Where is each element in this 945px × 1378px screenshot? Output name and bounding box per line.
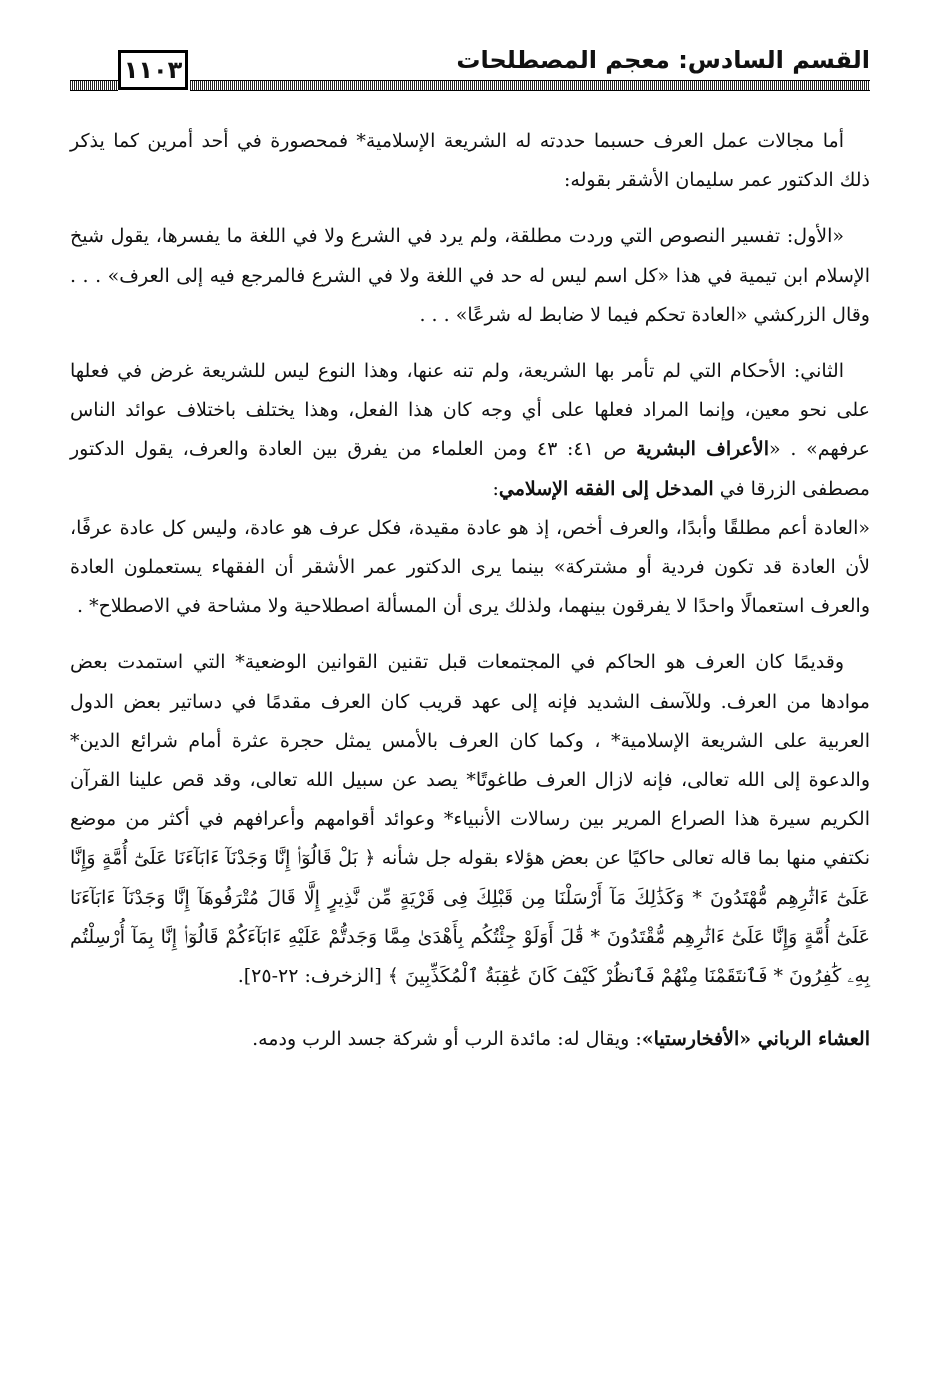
- paragraph-1: [70, 122, 870, 200]
- source-title: الأعراف البشرية: [636, 438, 770, 461]
- quran-reference: [الزخرف: ٢٢-٢٥].: [237, 965, 382, 988]
- entry-term: العشاء الرباني «الأفخارستيا»: [641, 1028, 870, 1051]
- header-rule: [190, 80, 870, 91]
- paragraph-3: الثاني: الأحكام التي لم تأمر بها الشريعة، ولم تنه عنها، وهذا النوع ليس للشريعة غرض في فعلها على نحو معين، وإنما المراد فعلها على أي وجه كان هذا الفعل، وهذا يختلف باختلاف عوائد الناس عرفهم» . «الأعراف البشرية ص ٤١: ٤٣ ومن العلماء من يفرق بين العادة والعرف، يقول الدكتور مصطفى الزرقا في المدخل إلى الفقه الإسلامي:: [70, 360, 871, 500]
- book-title: المدخل إلى الفقه الإسلامي: [498, 477, 714, 500]
- paragraph-4: [70, 509, 870, 627]
- paragraph-5: [70, 643, 870, 996]
- header-rule-left: [70, 80, 118, 91]
- source-pages: ص ٤١: ٤٣: [536, 438, 627, 461]
- paragraph-3-text: الثاني: الأحكام التي لم تأمر بها الشريعة، ولم تنه عنها، وهذا النوع ليس للشريعة غرض في فعلها على نحو معين، وإنما المراد فعلها على أي وجه كان هذا الفعل، وهذا يختلف باختلاف عوائد الناس عرفهم» .: [70, 360, 871, 461]
- colon: :: [492, 477, 499, 500]
- page-header: [70, 40, 870, 90]
- paragraph-1-text: أما مجالات عمل العرف حسبما حددته له الشريعة الإسلامية* فمحصورة في أحد أمرين كما يذكر ذلك الدكتور عمر سليمان الأشقر بقوله:: [70, 130, 870, 192]
- quran-verse: ﴿ بَلْ قَالُوٓا۟ إِنَّا وَجَدْنَآ ءَابَآءَنَا عَلَىٰٓ أُمَّةٍ وَإِنَّا عَلَىٰٓ ءَاثَٰرِهِم مُّهْتَدُونَ * وَكَذَٰلِكَ مَآ أَرْسَلْنَا مِن قَبْلِكَ فِى قَرْيَةٍ مِّن نَّذِيرٍ إِلَّا قَالَ مُتْرَفُوهَآ إِنَّا وَجَدْنَآ ءَابَآءَنَا عَلَىٰٓ أُمَّةٍ وَإِنَّا عَلَىٰٓ ءَاثَٰرِهِم مُّقْتَدُونَ * قَٰلَ أَوَلَوْ جِئْتُكُم بِأَهْدَىٰ مِمَّا وَجَدتُّمْ عَلَيْهِ ءَابَآءَكُمْ قَالُوٓا۟ إِنَّا بِمَآ أُرْسِلْتُم بِهِۦ كَٰفِرُونَ * فَٱنتَقَمْنَا مِنْهُمْ فَٱنظُرْ كَيْفَ كَانَ عَٰقِبَةُ ٱلْمُكَذِّبِينَ ﴾: [70, 847, 870, 988]
- paragraph-2-text: «الأول: تفسير النصوص التي وردت مطلقة، ولم يرد في الشرع ولا في اللغة ما يفسرها، يقول شيخ الإسلام ابن تيمية في هذا «كل اسم ليس له حد في اللغة ولا في الشرع فالمرجع فيه إلى العرف» . . . وقال الزركشي «العادة تحكم فيما لا ضابط له شرعًا» . . .: [70, 225, 870, 326]
- paragraph-4-text: «العادة أعم مطلقًا وأبدًا، والعرف أخص، إذ هو عادة مقيدة، فكل عرف هو عادة، وليس كل عادة عرفًا، لأن العادة قد تكون فردية أو مشتركة» بينما يرى الدكتور عمر الأشقر أن الفقهاء يستعملون العادة والعرف استعمالًا واحدًا لا يفرقون بينهما، ولذلك يرى أن المسألة اصطلاحية ولا مشاحة في الاصطلاح* .: [70, 516, 870, 618]
- citation-continuation: ومن العلماء من يفرق بين العادة والعرف، يقول الدكتور مصطفى الزرقا في: [70, 438, 870, 500]
- glossary-entry: [70, 1020, 870, 1059]
- paragraph-2: [70, 217, 870, 335]
- paragraph-5-text: وقديمًا كان العرف هو الحاكم في المجتمعات قبل تقنين القوانين الوضعية* التي استمدت بعض موادها من العرف. وللآسف الشديد فإنه إلى عهد قريب كان العرف مقدمًا في دساتير بعض الدول العربية على الشريعة الإسلامية* ، وكما كان العرف بالأمس يمثل حجرة عثرة أمام شرائع الدين* والدعوة إلى الله تعالى، فإنه لازال العرف طاغوتًا* يصد عن سبيل الله تعالى، وقد قص علينا القرآن الكريم سيرة هذا الصراع المرير بين رسالات الأنبياء* وعوائد أقوامهم وأعرافهم في أكثر من موضع نكتفي منها بما قاله تعالى حاكيًا عن بعض هؤلاء بقوله جل شأنه: [70, 651, 870, 870]
- page-number: ١١٠٣: [118, 50, 188, 90]
- section-title: القسم السادس: معجم المصطلحات: [456, 46, 870, 74]
- body-text: [70, 122, 870, 1076]
- entry-definition: : ويقال له: مائدة الرب أو شركة جسد الرب ودمه.: [252, 1028, 642, 1051]
